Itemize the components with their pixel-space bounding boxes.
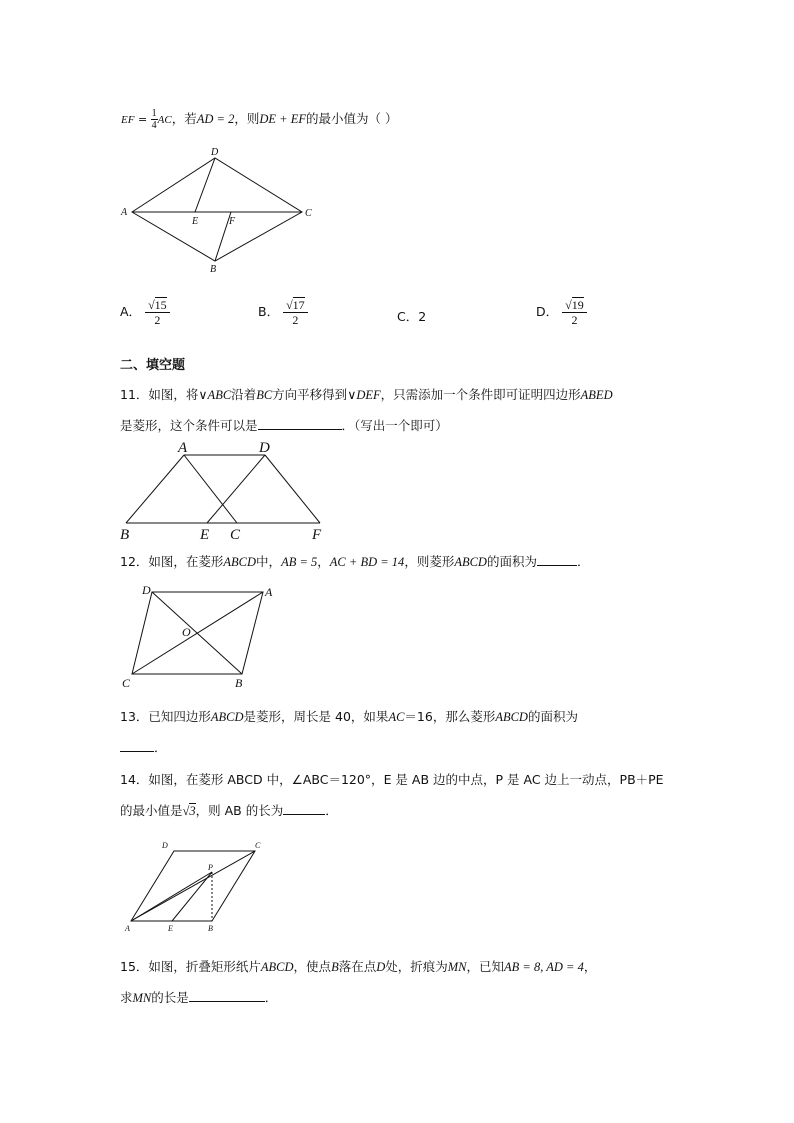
q10-option-a-key: A． bbox=[120, 304, 142, 319]
q15-point-d: D bbox=[376, 960, 386, 974]
q15-text-i: ． bbox=[264, 990, 278, 1005]
q11-answer-blank[interactable] bbox=[258, 416, 342, 430]
q13-abcd: ABCD bbox=[210, 710, 244, 724]
q11-line1 bbox=[120, 385, 613, 403]
q15-text-d: 处，折痕为 bbox=[385, 959, 448, 974]
q11-text-b: 沿着 bbox=[231, 387, 257, 402]
q10-option-b-den: 2 bbox=[292, 313, 299, 327]
q15-text-e: ，已知 bbox=[466, 959, 505, 974]
q15-text-a: 15．如图，折叠矩形纸片 bbox=[120, 959, 261, 974]
q11-label-d: D bbox=[259, 440, 270, 456]
q14-text-b: ，则 AB 的长为 bbox=[195, 803, 284, 818]
q15-mn2: MN bbox=[132, 991, 152, 1005]
q13-text-a: 13．已知四边形 bbox=[120, 709, 211, 724]
q10-option-a-den: 2 bbox=[154, 313, 161, 327]
q10-figure bbox=[115, 145, 325, 275]
q10-frac-den: 4 bbox=[151, 120, 157, 131]
q15-line1 bbox=[120, 957, 596, 975]
q11-segment-ed bbox=[207, 455, 265, 523]
q10-label-a: A bbox=[121, 207, 128, 218]
q11-label-f: F bbox=[312, 527, 322, 543]
q15-answer-blank[interactable] bbox=[189, 988, 265, 1002]
q10-label-c: C bbox=[305, 208, 312, 219]
q10-option-b-key: B． bbox=[258, 304, 280, 319]
q11-label-b: B bbox=[120, 527, 130, 543]
q11-segment-df bbox=[265, 455, 320, 523]
q14-sqrt-value: 3 bbox=[189, 804, 196, 818]
q10-ef: EF bbox=[121, 114, 135, 126]
q14-label-p: P bbox=[208, 863, 213, 872]
q10-option-d-key: D． bbox=[536, 304, 559, 319]
q10-label-b: B bbox=[210, 264, 217, 275]
q12-text-d: 的面积为 bbox=[486, 554, 537, 569]
q10-option-c[interactable] bbox=[397, 307, 426, 325]
q13-ac: AC bbox=[388, 710, 405, 724]
q15-text-g: 求 bbox=[120, 990, 133, 1005]
q14-text-a: 的最小值是 bbox=[120, 803, 183, 818]
q10-text2: ，则 bbox=[234, 111, 260, 126]
q10-text1: ，若 bbox=[171, 111, 197, 126]
q10-frac-num: 1 bbox=[151, 108, 157, 119]
q14-label-b: B bbox=[208, 924, 213, 933]
q12-label-d: D bbox=[142, 583, 151, 597]
q11-segment-ab bbox=[126, 455, 184, 523]
q10-eq: = bbox=[134, 113, 151, 126]
q10-option-a-value bbox=[145, 298, 170, 327]
q11-triangle-def: ∨DEF bbox=[347, 388, 381, 402]
q13-answer-blank[interactable] bbox=[120, 738, 154, 752]
q11-text-c: 方向平移得到 bbox=[272, 387, 348, 402]
q11-text-d: ，只需添加一个条件即可证明四边形 bbox=[380, 387, 581, 402]
q14-label-a: A bbox=[125, 924, 130, 933]
q12-line bbox=[120, 552, 590, 570]
q14-text-c: ． bbox=[325, 803, 338, 818]
q14-label-c: C bbox=[255, 841, 261, 850]
q14-answer-blank[interactable] bbox=[283, 801, 325, 815]
q11-text-f: ．（写出一个即可） bbox=[341, 418, 448, 433]
q10-label-d: D bbox=[211, 147, 219, 158]
q11-figure bbox=[115, 438, 335, 544]
q13-line1 bbox=[120, 707, 578, 725]
q12-answer-blank[interactable] bbox=[537, 552, 577, 566]
q10-label-f: F bbox=[229, 216, 236, 227]
q10-option-b[interactable] bbox=[258, 298, 308, 327]
q11-text-a: 11．如图，将 bbox=[120, 387, 199, 402]
q14-line2 bbox=[120, 801, 338, 819]
q12-text-b: 中， bbox=[256, 554, 282, 569]
q15-point-b: B bbox=[331, 960, 339, 974]
q10-option-b-num: √17 bbox=[283, 298, 308, 313]
q11-label-c: C bbox=[230, 527, 241, 543]
q10-option-d[interactable] bbox=[536, 298, 587, 327]
q15-abcd: ABCD bbox=[260, 960, 294, 974]
q12-label-o: O bbox=[182, 625, 191, 639]
q10-text3: 的最小值为（ ） bbox=[306, 111, 398, 126]
q13-text-e: ． bbox=[154, 740, 167, 755]
q13-text-c: ＝16，那么菱形 bbox=[404, 709, 496, 724]
q10-fraction bbox=[151, 108, 158, 131]
q10-cond: AD = 2 bbox=[196, 112, 235, 126]
q10-expr: DE + EF bbox=[259, 112, 306, 126]
q10-option-d-den: 2 bbox=[571, 313, 578, 327]
q14-figure bbox=[120, 838, 270, 938]
q15-text-h: 的长是 bbox=[151, 990, 189, 1005]
q14-line1: 14．如图，在菱形 ABCD 中，∠ABC＝120°，E 是 AB 边的中点，P 是 AC 边上一动点，PB＋PE bbox=[120, 772, 664, 787]
q14-segment-ep bbox=[172, 872, 212, 921]
q10-option-b-value bbox=[283, 298, 308, 327]
q15-cond: AB = 8, AD = 4 bbox=[504, 960, 584, 974]
q14-diagonal-ac bbox=[131, 851, 255, 921]
q12-label-b: B bbox=[235, 676, 243, 690]
q12-cond-sum: AC + BD = 14 bbox=[329, 555, 405, 569]
q12-text-c: ，则菱形 bbox=[404, 554, 455, 569]
q10-option-d-value bbox=[562, 298, 587, 327]
q15-text-b: ，使点 bbox=[293, 959, 332, 974]
q11-text-e: 是菱形，这个条件可以是 bbox=[120, 418, 258, 433]
q12-cond-ab: AB = 5 bbox=[281, 555, 318, 569]
q12-figure bbox=[115, 580, 285, 692]
q10-option-c-key: C． bbox=[397, 309, 419, 324]
q10-option-d-radicand: 19 bbox=[571, 298, 584, 312]
q13-abcd2: ABCD bbox=[495, 710, 528, 724]
q10-ac: AC bbox=[157, 114, 172, 126]
q12-sep: ， bbox=[317, 554, 330, 569]
q15-mn: MN bbox=[447, 960, 467, 974]
q10-option-a-radicand: 15 bbox=[154, 298, 167, 312]
q14-label-e: E bbox=[168, 924, 173, 933]
q10-option-a-num: √15 bbox=[145, 298, 170, 313]
q12-diagonal-ac bbox=[132, 592, 263, 674]
q11-segment-ac bbox=[184, 455, 237, 523]
q11-label-e: E bbox=[200, 527, 210, 543]
q14-label-d: D bbox=[162, 841, 168, 850]
q12-label-a: A bbox=[265, 585, 273, 599]
q12-text-e: ． bbox=[576, 554, 590, 569]
section-title: 二、填空题 bbox=[120, 358, 186, 373]
q12-label-c: C bbox=[122, 676, 131, 690]
q11-label-a: A bbox=[178, 440, 188, 456]
q11-line2 bbox=[120, 416, 448, 434]
q15-text-c: 落在点 bbox=[338, 959, 377, 974]
q10-option-b-radicand: 17 bbox=[292, 298, 305, 312]
q10-continuation bbox=[121, 108, 397, 131]
q13-line2 bbox=[120, 738, 167, 756]
q15-line2 bbox=[120, 988, 277, 1006]
q14-segment-ap bbox=[131, 872, 212, 921]
q12-abcd2: ABCD bbox=[454, 555, 487, 569]
q10-option-c-value: 2 bbox=[418, 309, 427, 324]
q13-text-d: 的面积为 bbox=[527, 709, 578, 724]
q11-triangle-abc: ∨ABC bbox=[198, 388, 232, 402]
q10-rhombus bbox=[132, 158, 302, 261]
q15-text-f: ， bbox=[583, 959, 597, 974]
q10-label-e: E bbox=[192, 216, 199, 227]
q10-option-a[interactable] bbox=[120, 298, 170, 327]
q11-abed: ABED bbox=[580, 388, 613, 402]
q13-text-b: 是菱形，周长是 40，如果 bbox=[243, 709, 389, 724]
q10-option-d-num: √19 bbox=[562, 298, 587, 313]
q11-bc: BC bbox=[256, 388, 273, 402]
q14-sqrt-symbol: √ bbox=[182, 804, 190, 818]
q12-text-a: 12．如图，在菱形 bbox=[120, 554, 224, 569]
q10-segment-de bbox=[195, 158, 215, 212]
q12-abcd: ABCD bbox=[223, 555, 257, 569]
